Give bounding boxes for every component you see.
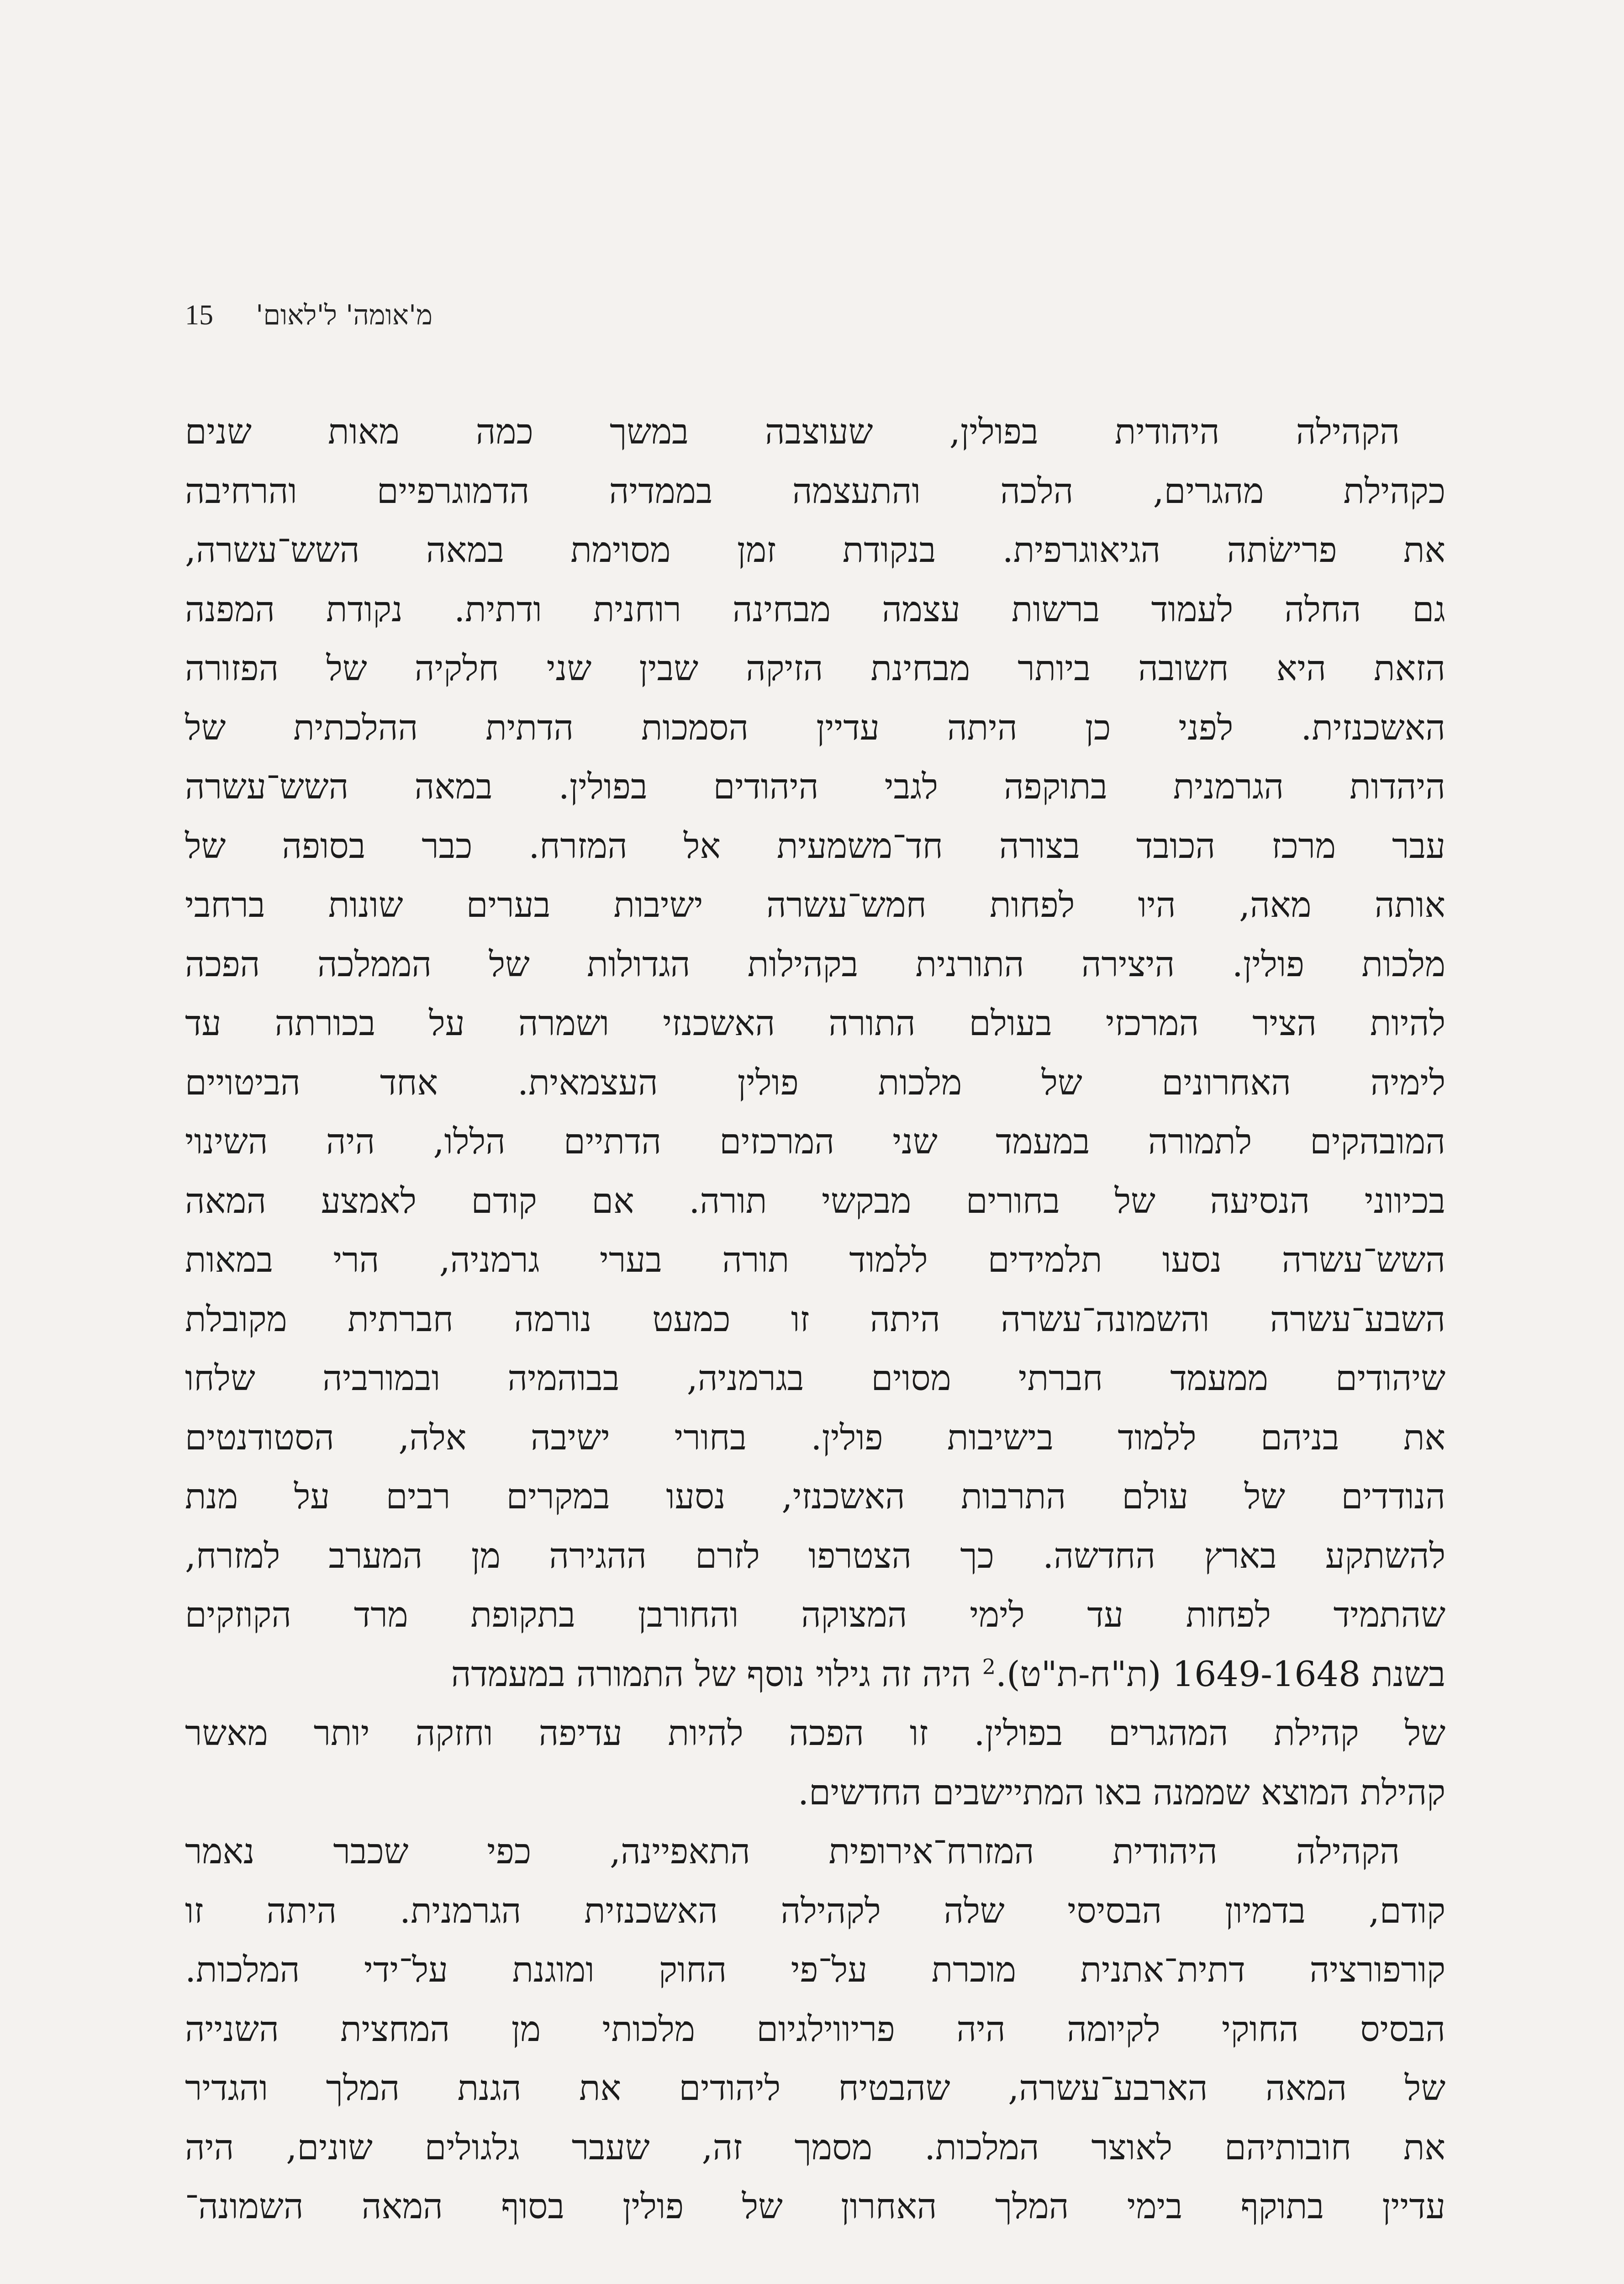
text-line: עבר מרכז הכובד בצורה חד־משמעית אל המזרח. כבר בסופה של [185,825,1445,866]
text-line: בכיווני הנסיעה של בחורים מבקשי תורה. אם קודם לאמצע המאה [185,1180,1446,1221]
text-line: הבסיס החוקי לקיומה היה פריווילגיום מלכותי מן המחצית השנייה [185,2008,1445,2049]
text-line: עדיין בתוקף בימי המלך האחרון של פולין בסוף המאה השמונה־ [185,2186,1445,2226]
text-line: להיות הציר המרכזי בעולם התורה האשכנזי ושמרה על בכורתה עד [185,1003,1445,1043]
text-line: את פרישׂתה הגיאוגרפית. בנקודת זמן מסוימת במאה השש־עשרה, [185,529,1445,570]
text-segment: בשנת 1649-1648 (ת"ח-ת"ט). [996,1653,1445,1694]
page-number: 15 [185,300,213,331]
text-line-with-footnote [185,1644,1445,1704]
text-line: הקהילה היהודית המזרח־אירופית התאפיינה, כפי שכבר נאמר [185,1831,1400,1872]
text-line: גם החלה לעמוד ברשות עצמה מבחינה רוחנית ודתית. נקודת המפנה [185,588,1445,629]
running-head [185,292,1624,338]
text-line: את חובותיהם לאוצר המלכות. מסמך זה, שעבר גלגולים שונים, היה [185,2126,1445,2168]
text-line: קודם, בדמיון הבסיסי שלה לקהילה האשכנזית הגרמנית. היתה זו [185,1890,1445,1931]
text-line: לימיה האחרונים של מלכות פולין העצמאית. אחד הביטויים [185,1062,1445,1103]
text-line: האשכנזית. לפני כן היתה עדיין הסמכות הדתית ההלכתית של [185,707,1445,748]
text-line: שהתמיד לפחות עד לימי המצוקה והחורבן בתקופת מרד הקוזקים [185,1594,1445,1635]
text-line: הזאת היא חשובה ביותר מבחינת הזיקה שבין שני חלקיה של הפזורה [185,648,1445,688]
text-line: היהדות הגרמנית בתוקפה לגבי היהודים בפולין. במאה השש־עשרה [185,766,1445,807]
text-line: של קהילת המהגרים בפולין. זו הפכה להיות עדיפה וחזקה יותר מאשר [185,1713,1445,1753]
text-line: כקהילת מהגרים, הלכה והתעצמה בממדיה הדמוגרפיים והרחיבה [185,470,1445,511]
text-line: הנודדים של עולם התרבות האשכנזי, נסעו במקרים רבים על מנת [185,1476,1445,1517]
text-line: הקהילה היהודית בפולין, שעוצבה במשך כמה מאות שנים [185,411,1400,452]
text-line: השש־עשרה נסעו תלמידים ללמוד תורה בערי גרמניה, הרי במאות [185,1239,1445,1280]
text-line: שיהודים ממעמד חברתי מסוים בגרמניה, בבוהמיה ובמורביה שלחו [185,1358,1445,1398]
text-line: קהילת המוצא שממנה באו המתיישבים החדשים. [798,1771,1445,1813]
text-segment: היה זה גילוי נוסף של התמורה במעמדה [451,1653,982,1694]
text-line: מלכות פולין. היצירה התורנית בקהילות הגדולות של הממלכה הפכה [185,943,1445,984]
text-line: המובהקים לתמורה במעמד שני המרכזים הדתיים הללו, היה השינוי [185,1121,1445,1162]
text-line: קורפורציה דתית־אתנית מוכרת על־פי החוק ומוגנת על־ידי המלכות. [185,1949,1445,1990]
running-head-title: מ'אומה' ל'לאום' [256,299,432,331]
text-line: של המאה הארבע־עשרה, שהבטיח ליהודים את הגנת המלך והגדיר [185,2067,1445,2108]
text-line: אותה מאה, היו לפחות חמש־עשרה ישיבות בערים שונות ברחבי [185,884,1445,925]
text-line: את בניהם ללמוד בישיבות פולין. בחורי ישיבה אלה, הסטודנטים [185,1417,1445,1458]
text-line: השבע־עשרה והשמונה־עשרה היתה זו כמעט נורמה חברתית מקובלת [185,1298,1445,1339]
text-line: להשתקע בארץ החדשה. כך הצטרפו לזרם ההגירה מן המערב למזרח, [185,1535,1445,1576]
footnote-marker[interactable]: 2 [982,1654,996,1679]
body-text [185,402,1445,2236]
